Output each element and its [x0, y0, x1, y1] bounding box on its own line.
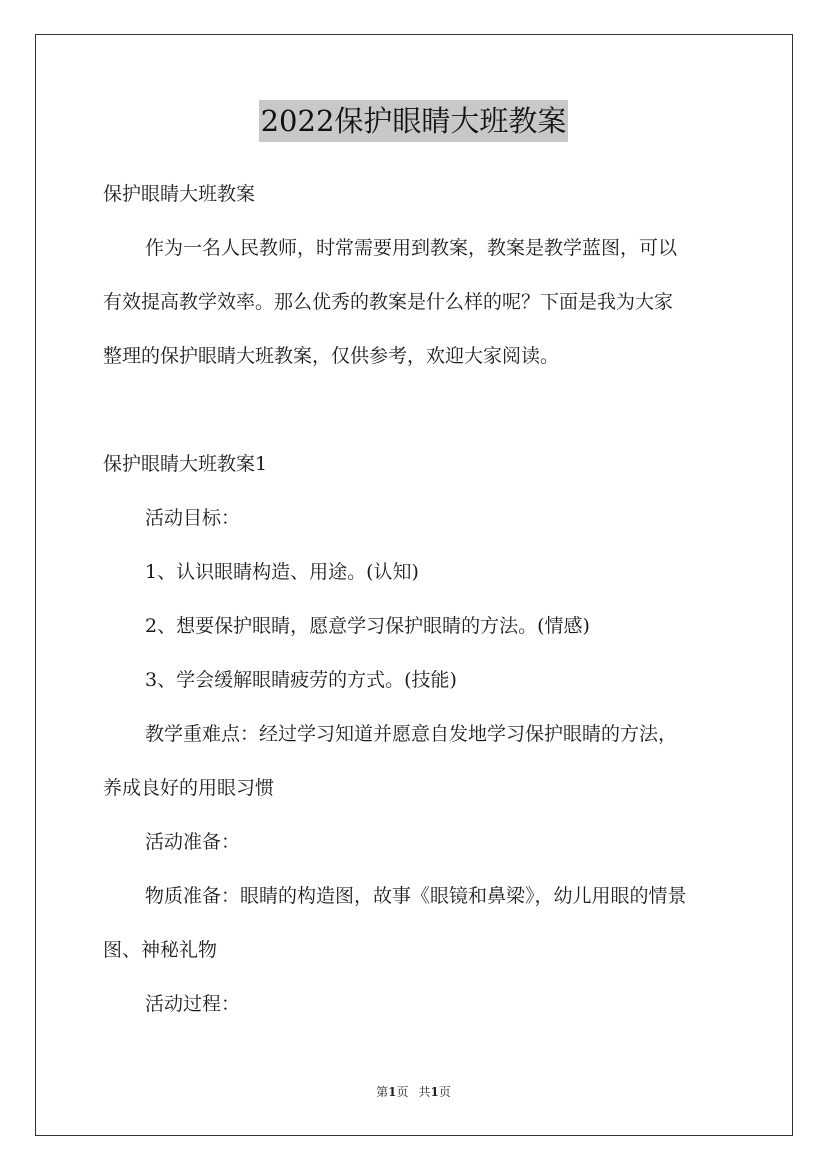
- page-prefix: 第: [376, 1085, 389, 1099]
- materials-line-1: 物质准备：眼睛的构造图，故事《眼镜和鼻梁》，幼儿用眼的情景: [145, 885, 687, 907]
- page-current: 1: [388, 1085, 397, 1099]
- intro-line-1: 作为一名人民教师，时常需要用到教案，教案是教学蓝图，可以: [145, 237, 678, 259]
- preparation-heading: 活动准备：: [145, 831, 241, 853]
- page-total: 1: [430, 1085, 439, 1099]
- total-suffix: 页: [438, 1085, 451, 1099]
- page-mid: 页: [396, 1085, 409, 1099]
- goal-item-3: 3、学会缓解眼睛疲劳的方式。(技能): [145, 669, 457, 691]
- document-subtitle: 保护眼睛大班教案: [103, 183, 256, 205]
- document-title: 2022保护眼睛大班教案: [259, 100, 569, 142]
- section-heading: 保护眼睛大班教案1: [103, 453, 268, 475]
- intro-line-3: 整理的保护眼睛大班教案，仅供参考，欢迎大家阅读。: [103, 345, 560, 367]
- title-container: [0, 100, 827, 142]
- process-heading: 活动过程：: [145, 993, 241, 1015]
- intro-line-2: 有效提高教学效率。那么优秀的教案是什么样的呢？下面是我为大家: [103, 291, 674, 313]
- activity-goals-heading: 活动目标：: [145, 507, 241, 529]
- page-footer: [0, 1083, 827, 1101]
- goal-item-1: 1、认识眼睛构造、用途。(认知): [145, 561, 419, 583]
- goal-item-2: 2、想要保护眼睛，愿意学习保护眼睛的方法。(情感): [145, 615, 590, 637]
- materials-line-2: 图、神秘礼物: [103, 939, 218, 961]
- total-prefix: 共: [418, 1085, 431, 1099]
- key-points-line-2: 养成良好的用眼习惯: [103, 777, 275, 799]
- key-points-line-1: 教学重难点：经过学习知道并愿意自发地学习保护眼睛的方法，: [145, 723, 678, 745]
